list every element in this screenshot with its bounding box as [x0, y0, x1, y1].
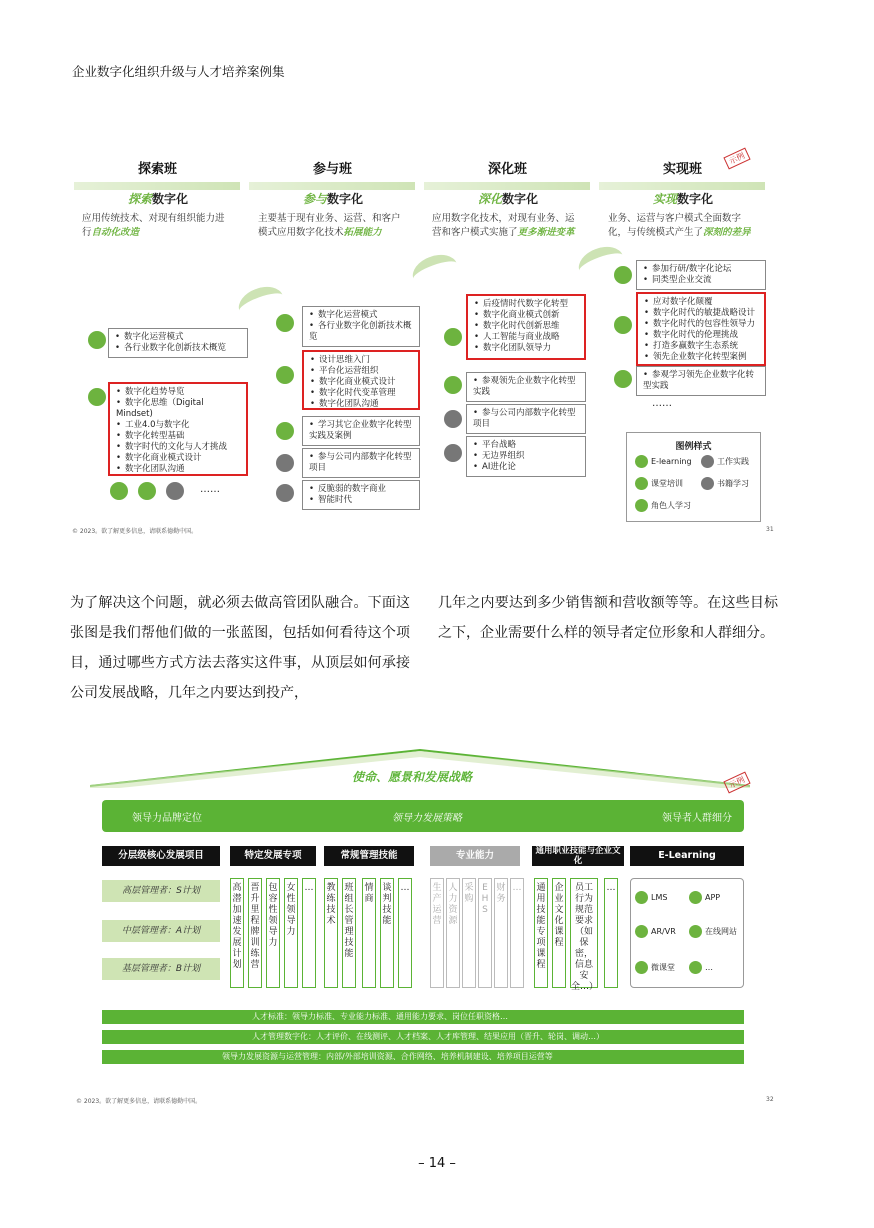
figure-page-number: 31 — [766, 526, 774, 533]
progress-arrow — [408, 249, 461, 293]
legend-item: 书籍学习 — [701, 477, 749, 490]
phase-deepen — [420, 148, 595, 184]
paragraph-right: 几年之内要达到多少销售额和营收额等等。在这些目标之下，企业需要什么样的领导者定位形象和人群细分。 — [438, 595, 778, 641]
elearning-icon — [110, 482, 128, 500]
ellipsis: …… — [200, 484, 220, 495]
special-item: … — [302, 878, 316, 988]
highlighted-course-box — [636, 292, 766, 366]
classroom-icon — [635, 477, 648, 490]
work-practice-icon — [138, 482, 156, 500]
course-item: • 工业4.0与数字化 — [116, 420, 240, 431]
course-item: • 数字化时代变革管理 — [310, 388, 412, 399]
role-model-icon — [444, 376, 462, 394]
course-item: • 数字化趋势导览 — [116, 387, 240, 398]
special-item: 女性领导力 — [284, 878, 298, 988]
work-practice-icon — [276, 454, 294, 472]
general-item: 员工行为规范要求（如保密，信息安全…） — [570, 878, 598, 988]
column-header: 常规管理技能 — [324, 846, 414, 866]
banner-middle: 领导力发展策略 — [392, 813, 462, 824]
elearning-panel — [630, 878, 744, 988]
strategy-banner — [102, 800, 744, 832]
course-item: • 应对数字化颠覆 — [644, 297, 758, 308]
role-model-icon — [614, 370, 632, 388]
course-item: • 参与公司内部数字化转型项目 — [309, 452, 413, 474]
phase-subtitle: 实现数字化 — [652, 192, 714, 206]
example-stamp: 示例 — [723, 772, 750, 794]
app-icon — [689, 891, 702, 904]
leadership-blueprint-figure — [76, 748, 774, 1105]
general-item: 通用技能专项课程 — [534, 878, 548, 988]
elearning-icon — [276, 314, 294, 332]
page-number: – 14 – — [418, 1156, 456, 1171]
course-item: • AI进化论 — [473, 462, 579, 473]
course-item: • 同类型企业交流 — [643, 275, 759, 286]
level-middle: 中层管理者：A计划 — [102, 920, 220, 942]
column-header: 分层级核心发展项目 — [102, 846, 220, 866]
book-icon — [276, 484, 294, 502]
mgmt-item: 班组长管理技能 — [342, 878, 356, 988]
ellipsis: …… — [652, 398, 672, 409]
mgmt-item: 教练技术 — [324, 878, 338, 988]
course-item: • 数字化思维（Digital Mindset) — [116, 398, 240, 420]
course-item: • 平台化运营组织 — [310, 366, 412, 377]
course-item: • 后疫情时代数字化转型 — [474, 299, 578, 310]
phase-subtitle: 参与数字化 — [302, 192, 364, 206]
course-box — [302, 416, 420, 446]
phase-title: 探索班 — [137, 162, 177, 177]
level-senior: 高层管理者：S计划 — [102, 880, 220, 902]
course-item: • 数字化时代的伦理挑战 — [644, 330, 758, 341]
prof-item: … — [510, 878, 524, 988]
course-box — [636, 260, 766, 290]
elearning-item: … — [689, 961, 713, 974]
learning-path-figure — [70, 148, 782, 538]
course-item: • 数字化商业模式创新 — [474, 310, 578, 321]
course-item: • 设计思维入门 — [310, 355, 412, 366]
role-model-icon — [276, 422, 294, 440]
course-item: • 数字化商业模式设计 — [310, 377, 412, 388]
work-practice-icon — [701, 455, 714, 468]
elearning-item: APP — [689, 891, 720, 904]
elearning-icon — [635, 455, 648, 468]
course-item: • 各行业数字化创新技术概览 — [115, 343, 241, 354]
phase-subtitle: 探索数字化 — [127, 192, 189, 206]
example-stamp: 示例 — [723, 148, 750, 170]
course-item: • 数字时代的文化与人才挑战 — [116, 442, 240, 453]
general-item: 企业文化课程 — [552, 878, 566, 988]
course-item: • 数字化时代的包容性领导力 — [644, 319, 758, 330]
course-item: • 平台战略 — [473, 440, 579, 451]
course-box — [302, 448, 420, 478]
elearning-item: 在线网站 — [689, 925, 737, 938]
course-item: • 参与公司内部数字化转型项目 — [473, 408, 579, 430]
course-box — [466, 436, 586, 477]
course-item: • 数字化团队沟通 — [116, 464, 240, 475]
paragraph-left: 为了解决这个问题，就必须去做高管团队融合。下面这张图是我们帮他们做的一张蓝图，包括如何看待这个项目，通过哪些方式方法去落实这件事，从顶层如何承接公司发展战略，几年之内要达到投产， — [70, 595, 410, 701]
banner-right: 领导者人群细分 — [662, 813, 732, 824]
course-item: • 领先企业数字化转型案例 — [644, 352, 758, 363]
roof-title: 使命、愿景和发展战略 — [352, 770, 473, 784]
course-item: • 数字化运营模式 — [115, 332, 241, 343]
phase-title: 实现班 — [662, 162, 702, 177]
legend — [626, 432, 761, 522]
book-icon — [444, 444, 462, 462]
prof-item: 财务 — [494, 878, 508, 988]
elearning-item: LMS — [635, 891, 667, 904]
elearning-icon — [88, 331, 106, 349]
column-header: 特定发展专项 — [230, 846, 316, 866]
phase-title: 深化班 — [487, 162, 527, 177]
course-box — [302, 306, 420, 347]
course-box — [636, 366, 766, 396]
forum-icon — [614, 266, 632, 284]
legend-item: 工作实践 — [701, 455, 749, 468]
lms-icon — [635, 891, 648, 904]
course-item: • 参观领先企业数字化转型实践 — [473, 376, 579, 398]
micro-class-icon — [635, 961, 648, 974]
course-item: • 参加行研/数字化论坛 — [643, 264, 759, 275]
column-header: 通用职业技能与企业文化 — [532, 846, 624, 866]
classroom-icon — [614, 316, 632, 334]
course-item: • 数字化商业模式设计 — [116, 453, 240, 464]
legend-item: 课堂培训 — [635, 477, 683, 490]
column-header: E-Learning — [630, 846, 744, 866]
course-item: • 数字化时代创新思维 — [474, 321, 578, 332]
course-item: • 人工智能与商业战略 — [474, 332, 578, 343]
course-item: • 无边界组织 — [473, 451, 579, 462]
legend-title: 图例样式 — [675, 442, 712, 452]
general-item: … — [604, 878, 618, 988]
prof-item: 生产运营 — [430, 878, 444, 988]
phase-title: 参与班 — [312, 162, 352, 177]
highlighted-course-box — [466, 294, 586, 360]
course-box — [466, 404, 586, 434]
course-item: • 数字化团队领导力 — [474, 343, 578, 354]
level-junior: 基层管理者：B计划 — [102, 958, 220, 980]
elearning-item: AR/VR — [635, 925, 676, 938]
mgmt-item: 谈判技能 — [380, 878, 394, 988]
legend-item: 角色人学习 — [635, 499, 691, 512]
prof-item: 采购 — [462, 878, 476, 988]
course-item: • 数字化团队沟通 — [310, 399, 412, 410]
book-icon — [701, 477, 714, 490]
foundation-bar: 人才管理数字化：人才评价、在线测评、人才档案、人才库管理、结果应用（晋升、轮岗、调动…） — [102, 1030, 744, 1044]
course-box — [108, 328, 248, 358]
course-item: • 各行业数字化创新技术概览 — [309, 321, 413, 343]
phase-subtitle: 深化数字化 — [477, 192, 539, 206]
banner-left: 领导力品牌定位 — [132, 813, 202, 824]
figure-page-number: 32 — [766, 1096, 774, 1103]
special-item: 晋升里程牌训练营 — [248, 878, 262, 988]
classroom-icon — [88, 388, 106, 406]
role-model-icon — [635, 499, 648, 512]
foundation-bar: 领导力发展资源与运营管理：内部/外部培训资源、合作网络、培养机制建设、培养项目运营等 — [102, 1050, 744, 1064]
course-box — [302, 480, 420, 510]
legend-item: E-learning — [635, 455, 692, 468]
course-item: • 打造多赢数字生态系统 — [644, 341, 758, 352]
course-item: • 参观学习领先企业数字化转型实践 — [643, 370, 759, 392]
copyright: © 2023。欲了解更多信息，请联系德勤中国。 — [72, 528, 198, 535]
copyright: © 2023。欲了解更多信息，请联系德勤中国。 — [76, 1098, 202, 1105]
elearning-item: 微课堂 — [635, 961, 675, 974]
work-practice-icon — [444, 410, 462, 428]
highlighted-course-box — [302, 350, 420, 410]
course-box — [466, 372, 586, 402]
phase-description: 应用传统技术、对现有组织能力进行自动化改造 — [82, 213, 225, 238]
phase-description: 主要基于现有业务、运营、和客户模式应用数字化技术拓展能力 — [258, 213, 401, 238]
column-header: 专业能力 — [430, 846, 520, 866]
course-item: • 数字化时代的敏捷战略设计 — [644, 308, 758, 319]
prof-item: EHS — [478, 878, 492, 988]
highlighted-course-box — [108, 382, 248, 476]
website-icon — [689, 925, 702, 938]
special-item: 高潜加速发展计划 — [230, 878, 244, 988]
course-item: • 反脆弱的数字商业 — [309, 484, 413, 495]
course-item: • 智能时代 — [309, 495, 413, 506]
book-icon — [166, 482, 184, 500]
phase-description: 应用数字化技术，对现有业务、运营和客户模式实施了更多渐进变革 — [432, 213, 575, 238]
prof-item: 人力资源 — [446, 878, 460, 988]
course-item: • 学习其它企业数字化转型实践及案例 — [309, 420, 413, 442]
ar-vr-icon — [635, 925, 648, 938]
document-header: 企业数字化组织升级与人才培养案例集 — [72, 64, 285, 79]
mgmt-item: 情商 — [362, 878, 376, 988]
special-item: 包容性领导力 — [266, 878, 280, 988]
classroom-icon — [444, 328, 462, 346]
course-item: • 数字化运营模式 — [309, 310, 413, 321]
classroom-icon — [276, 366, 294, 384]
phase-description: 业务、运营与客户模式全面数字化，与传统模式产生了深刻的差异 — [608, 213, 751, 238]
course-item: • 数字化转型基础 — [116, 431, 240, 442]
more-icon — [689, 961, 702, 974]
phase-explore — [70, 148, 245, 184]
foundation-bar: 人才标准：领导力标准、专业能力标准、通用能力要求、岗位任职资格… — [102, 1010, 744, 1024]
phase-participate — [245, 148, 420, 184]
mgmt-item: … — [398, 878, 412, 988]
